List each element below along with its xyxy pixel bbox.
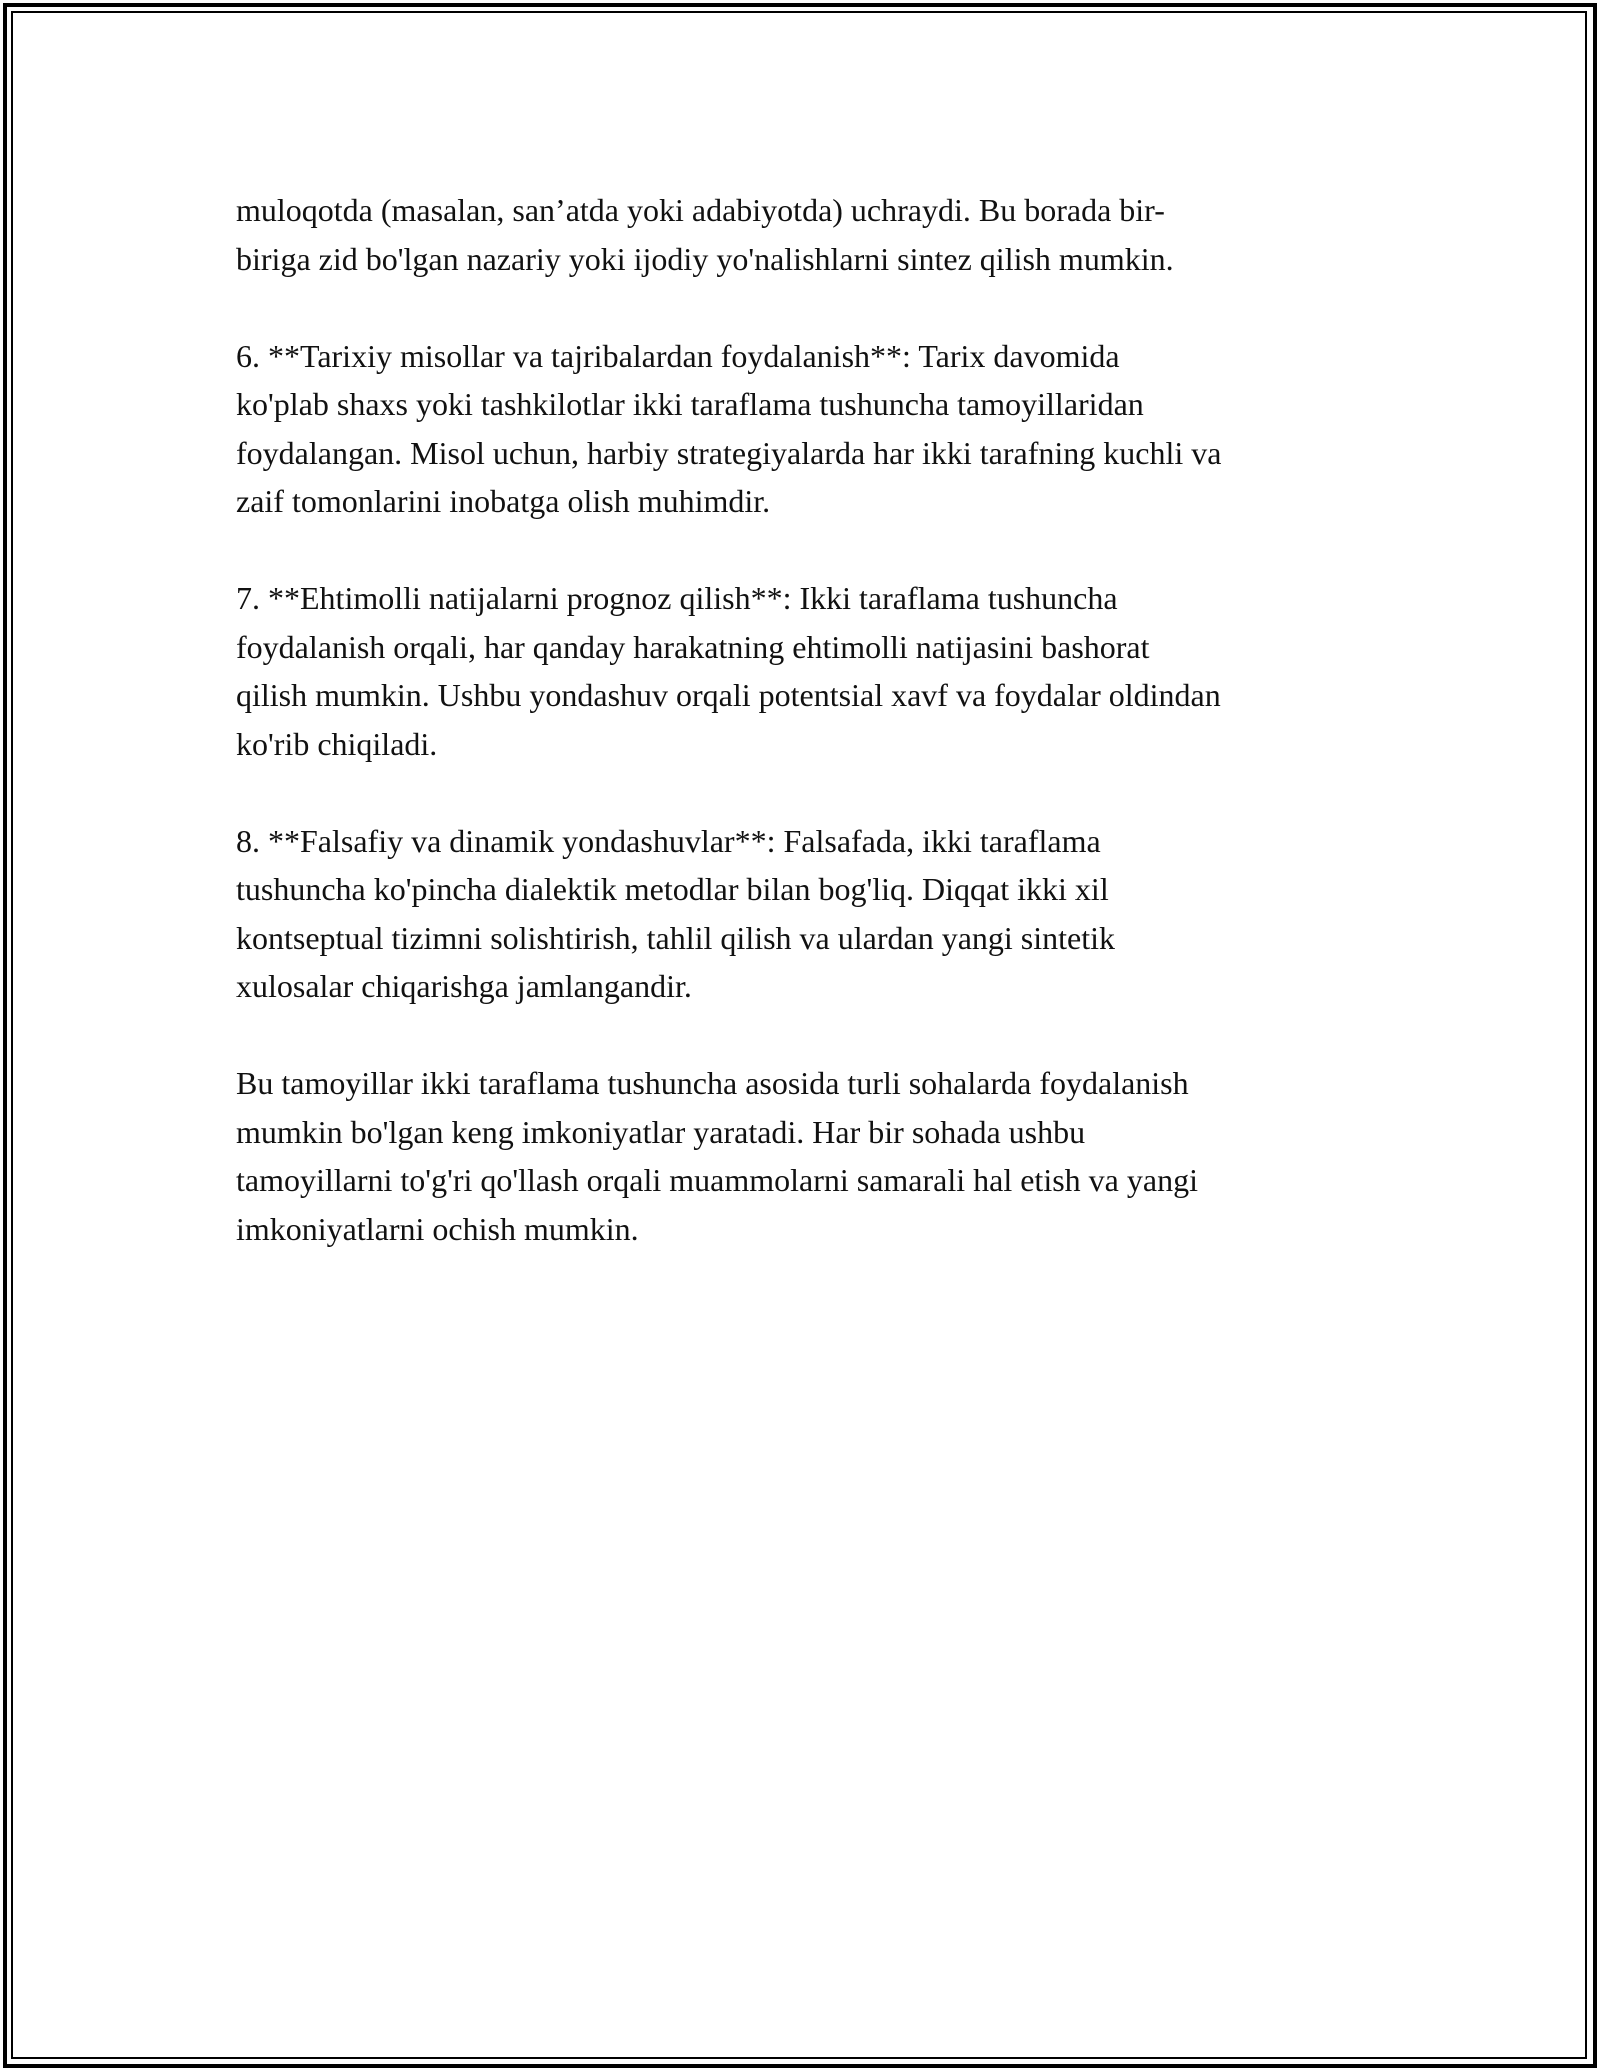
text-line: foydalangan. Misol uchun, harbiy strategiyalarda har ikki tarafning kuchli va bbox=[236, 434, 1222, 471]
paragraph-conclusion bbox=[236, 1059, 1386, 1253]
text-line: kontseptual tizimni solishtirish, tahlil qilish va ulardan yangi sintetik bbox=[236, 919, 1116, 956]
paragraph-item-8 bbox=[236, 817, 1386, 1011]
text-line: 8. **Falsafiy va dinamik yondashuvlar**: Falsafada, ikki taraflama bbox=[236, 822, 1101, 859]
paragraph-item-6 bbox=[236, 332, 1386, 526]
text-line: ko'rib chiqiladi. bbox=[236, 725, 438, 762]
document-body bbox=[236, 186, 1386, 1302]
paragraph-continuation bbox=[236, 186, 1386, 283]
text-line: 6. **Tarixiy misollar va tajribalardan foydalanish**: Tarix davomida bbox=[236, 337, 1120, 374]
text-line: imkoniyatlarni ochish mumkin. bbox=[236, 1210, 639, 1247]
text-line: mumkin bo'lgan keng imkoniyatlar yaratadi. Har bir sohada ushbu bbox=[236, 1113, 1086, 1150]
text-line: tamoyillarni to'g'ri qo'llash orqali muammolarni samarali hal etish va yangi bbox=[236, 1162, 1198, 1198]
text-line: 7. **Ehtimolli natijalarni prognoz qilish**: Ikki taraflama tushuncha bbox=[236, 580, 1118, 616]
text-line: muloqotda (masalan, san’atda yoki adabiyotda) uchraydi. Bu borada bir- bbox=[236, 192, 1165, 228]
text-line: foydalanish orqali, har qanday harakatning ehtimolli natijasini bashorat bbox=[236, 628, 1150, 665]
text-line: ko'plab shaxs yoki tashkilotlar ikki taraflama tushuncha tamoyillaridan bbox=[236, 386, 1144, 422]
paragraph-item-7 bbox=[236, 574, 1386, 768]
text-line: biriga zid bo'lgan nazariy yoki ijodiy yo'nalishlarni sintez qilish mumkin. bbox=[236, 240, 1174, 277]
text-line: Bu tamoyillar ikki taraflama tushuncha asosida turli sohalarda foydalanish bbox=[236, 1065, 1189, 1101]
text-line: zaif tomonlarini inobatga olish muhimdir. bbox=[236, 483, 771, 519]
text-line: qilish mumkin. Ushbu yondashuv orqali potentsial xavf va foydalar oldindan bbox=[236, 677, 1221, 713]
text-line: tushuncha ko'pincha dialektik metodlar bilan bog'liq. Diqqat ikki xil bbox=[236, 871, 1109, 907]
text-line: xulosalar chiqarishga jamlangandir. bbox=[236, 968, 692, 1004]
